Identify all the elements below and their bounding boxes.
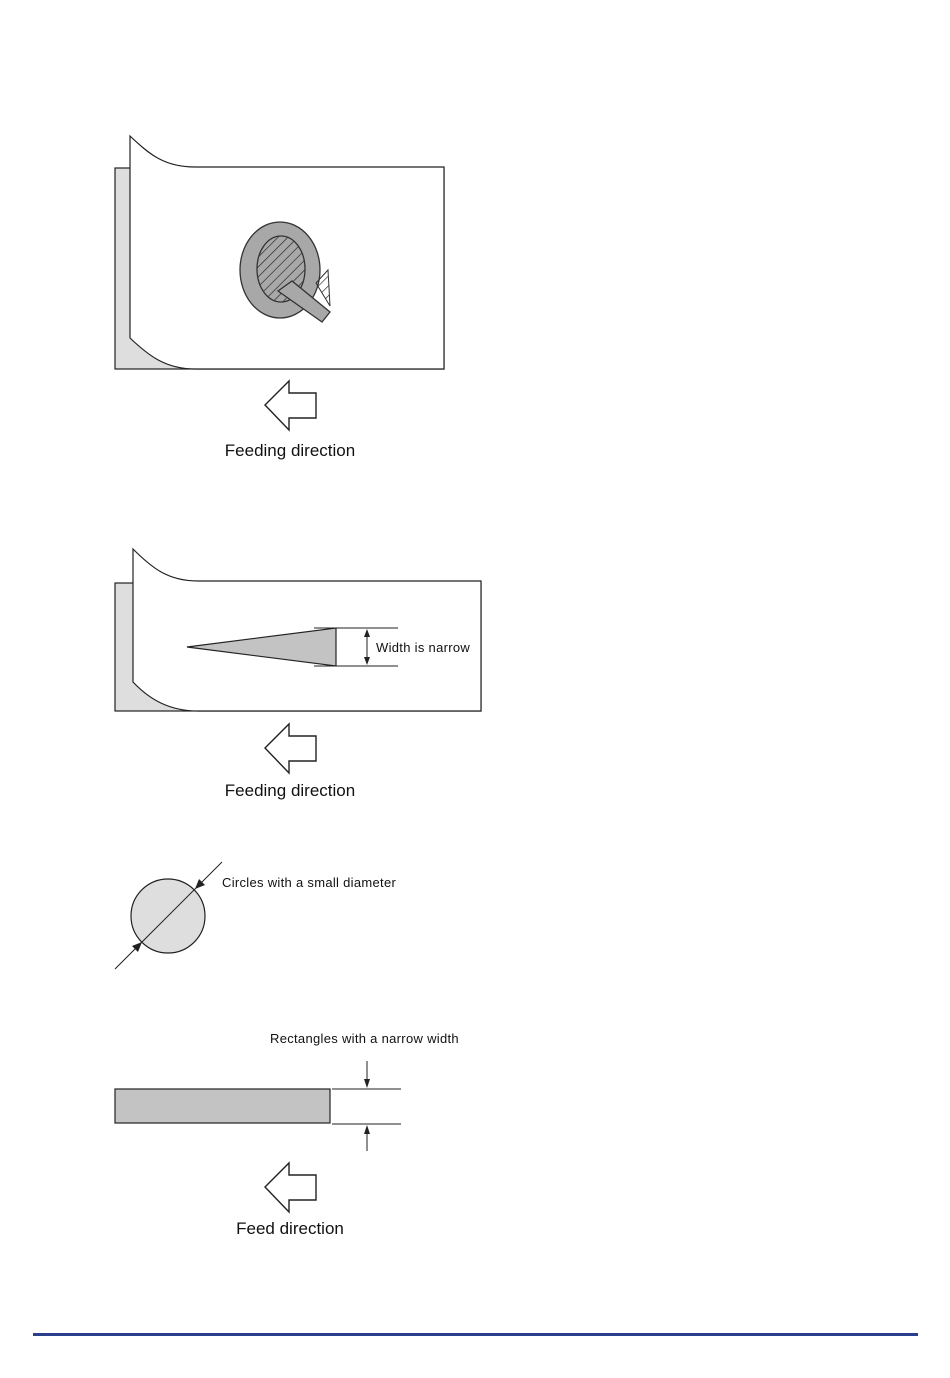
figure-narrow-triangle xyxy=(115,549,481,800)
width-narrow-label: Width is narrow xyxy=(376,640,471,655)
feeding-direction-caption: Feeding direction xyxy=(224,781,356,800)
circle-diameter-label: Circles with a small diameter xyxy=(222,875,397,890)
rect-narrow-label: Rectangles with a narrow width xyxy=(270,1031,459,1046)
narrow-rectangle xyxy=(115,1089,330,1123)
feeding-arrow-icon xyxy=(265,724,316,773)
figure-q-sheet xyxy=(0,0,444,460)
feed-direction-caption: Feed direction xyxy=(236,1219,344,1238)
feeding-arrow-icon xyxy=(265,381,316,430)
figure-small-circle xyxy=(115,862,397,969)
dimension-arrow-down-icon xyxy=(364,1079,370,1088)
front-sheet xyxy=(133,549,481,711)
footer-rule xyxy=(33,1333,918,1336)
feed-arrow-icon xyxy=(265,1163,316,1212)
figure-narrow-rectangle xyxy=(115,1031,459,1238)
feeding-direction-caption: Feeding direction xyxy=(224,441,356,460)
dimension-arrow-up-icon xyxy=(364,1125,370,1134)
